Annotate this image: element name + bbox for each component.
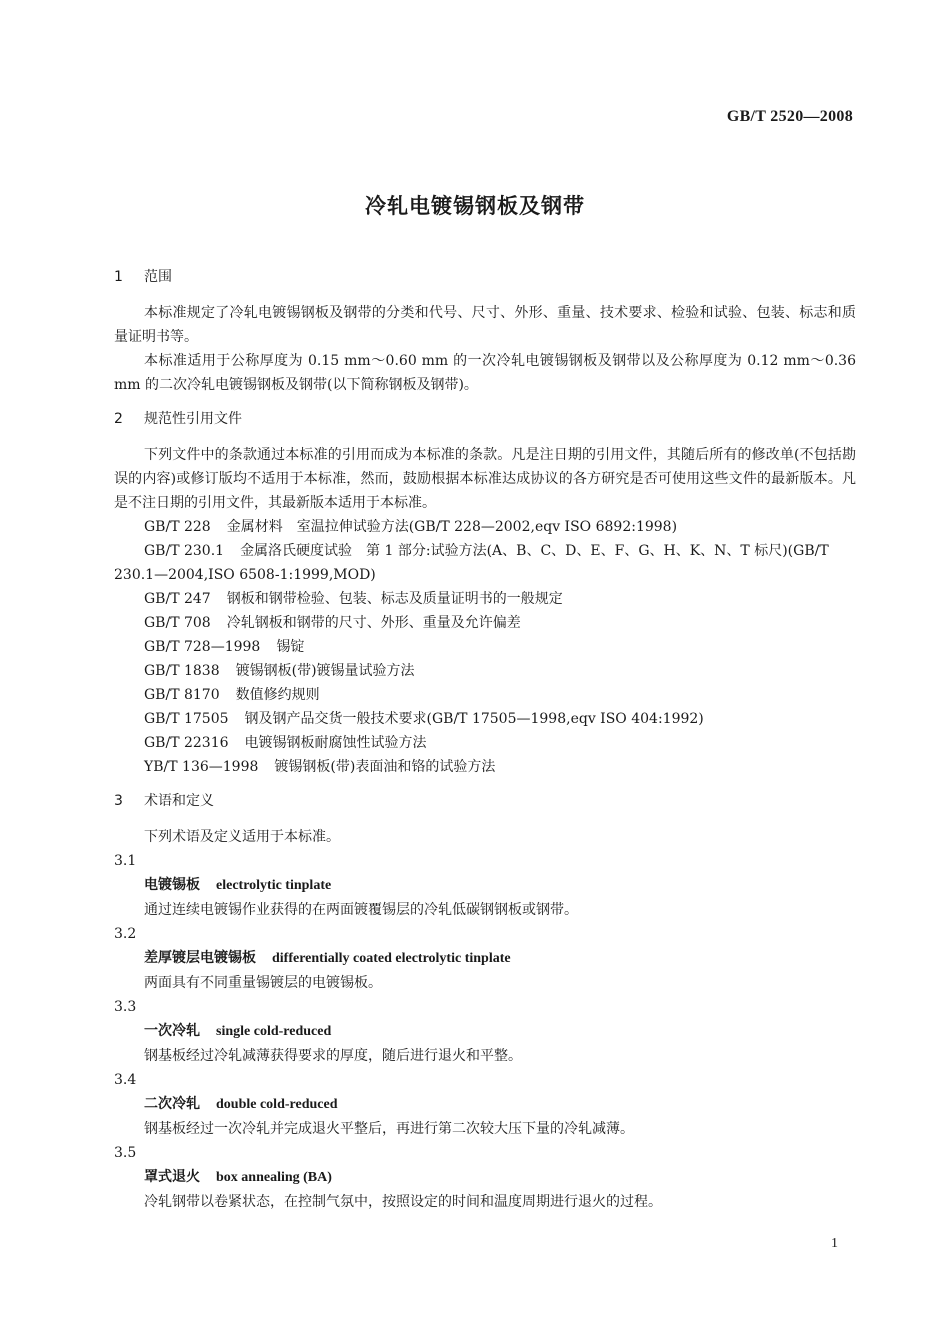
reference-code: GB/T 228 [144, 519, 211, 535]
reference-item [114, 731, 856, 755]
reference-title: 电镀锡钢板耐腐蚀性试验方法 [244, 735, 427, 751]
term-title [114, 1019, 856, 1044]
term-definition: 两面具有不同重量锡镀层的电镀锡板。 [144, 975, 382, 991]
section-heading-terms-definitions [114, 789, 856, 813]
term-title [114, 1165, 856, 1190]
reference-title: 冷轧钢板和钢带的尺寸、外形、重量及允许偏差 [226, 615, 521, 631]
reference-item [114, 635, 856, 659]
term-chinese: 差厚镀层电镀锡板 [144, 950, 256, 966]
reference-item [114, 611, 856, 635]
reference-code: GB/T 230.1 [144, 543, 225, 559]
reference-item [114, 587, 856, 611]
term-number: 3.5 [114, 1145, 137, 1161]
section-number: 1 [114, 269, 123, 285]
reference-item [114, 539, 856, 587]
term-title [114, 873, 856, 898]
reference-item [114, 707, 856, 731]
document-title: 冷轧电镀锡钢板及钢带 [365, 194, 585, 218]
term-number: 3.2 [114, 926, 137, 942]
paragraph: 本标准规定了冷轧电镀锡钢板及钢带的分类和代号、尺寸、外形、重量、技术要求、检验和试验、包装、标志和质量证明书等。 [114, 305, 856, 345]
reference-title: 数值修约规则 [235, 687, 320, 703]
term-chinese: 一次冷轧 [144, 1023, 200, 1039]
reference-code: GB/T 1838 [144, 663, 220, 679]
section-heading-scope [114, 265, 856, 289]
reference-title: 金属材料 室温拉伸试验方法(GB/T 228—2002,eqv ISO 6892:1998) [226, 519, 678, 535]
term-english: double cold-reduced [216, 1097, 338, 1112]
section-number: 2 [114, 411, 123, 427]
term-english: electrolytic tinplate [216, 878, 332, 893]
reference-code: GB/T 247 [144, 591, 211, 607]
reference-item [114, 683, 856, 707]
term-english: single cold-reduced [216, 1024, 332, 1039]
reference-code: GB/T 708 [144, 615, 211, 631]
reference-item [114, 755, 856, 779]
term-title [114, 1092, 856, 1117]
term-number: 3.1 [114, 853, 137, 869]
reference-item [114, 515, 856, 539]
term-english: box annealing (BA) [216, 1170, 332, 1185]
term-number: 3.4 [114, 1072, 137, 1088]
section-title: 规范性引用文件 [144, 411, 242, 427]
term-definition: 钢基板经过冷轧减薄获得要求的厚度，随后进行退火和平整。 [144, 1048, 522, 1064]
document-body [114, 265, 856, 1214]
term-chinese: 电镀锡板 [144, 877, 200, 893]
section-heading-normative-references [114, 407, 856, 431]
term-chinese: 罩式退火 [144, 1169, 200, 1185]
section-title: 术语和定义 [144, 793, 214, 809]
term-title [114, 946, 856, 971]
paragraph: 下列文件中的条款通过本标准的引用而成为本标准的条款。凡是注日期的引用文件，其随后所有的修改单(不包括勘误的内容)或修订版均不适用于本标准，然而，鼓励根据本标准达成协议的各方研究是否可使用这些文件的最新版本。凡是不注日期的引用文件，其最新版本适用于本标准。 [114, 447, 856, 511]
reference-title: 镀锡钢板(带)镀锡量试验方法 [235, 663, 415, 679]
section-title: 范围 [144, 269, 172, 285]
reference-code: GB/T 22316 [144, 735, 229, 751]
reference-item [114, 659, 856, 683]
term-english: differentially coated electrolytic tinplate [272, 951, 511, 966]
reference-code: GB/T 17505 [144, 711, 229, 727]
reference-code: GB/T 728—1998 [144, 639, 261, 655]
page-number: 1 [831, 1236, 838, 1251]
term-definition: 冷轧钢带以卷紧状态，在控制气氛中，按照设定的时间和温度周期进行退火的过程。 [144, 1194, 662, 1210]
term-chinese: 二次冷轧 [144, 1096, 200, 1112]
term-definition: 通过连续电镀锡作业获得的在两面镀覆锡层的冷轧低碳钢钢板或钢带。 [144, 902, 578, 918]
reference-title: 钢及钢产品交货一般技术要求(GB/T 17505—1998,eqv ISO 404:1992) [244, 711, 704, 727]
paragraph: 下列术语及定义适用于本标准。 [144, 829, 340, 845]
reference-title: 锡锭 [276, 639, 305, 655]
reference-title: 金属洛氏硬度试验 第 1 部分:试验方法(A、B、C、D、E、F、G、H、K、N、T 标尺)(GB/T 230.1—2004,ISO 6508-1:1999,MOD) [114, 543, 829, 583]
reference-code: YB/T 136—1998 [144, 759, 259, 775]
term-number: 3.3 [114, 999, 137, 1015]
standard-code: GB/T 2520—2008 [726, 108, 853, 125]
reference-title: 钢板和钢带检验、包装、标志及质量证明书的一般规定 [226, 591, 563, 607]
section-number: 3 [114, 793, 123, 809]
term-definition: 钢基板经过一次冷轧并完成退火平整后，再进行第二次较大压下量的冷轧减薄。 [144, 1121, 634, 1137]
paragraph: 本标准适用于公称厚度为 0.15 mm～0.60 mm 的一次冷轧电镀锡钢板及钢带以及公称厚度为 0.12 mm～0.36 mm 的二次冷轧电镀锡钢板及钢带(以下简称钢板及钢带)。 [114, 353, 856, 393]
reference-code: GB/T 8170 [144, 687, 220, 703]
reference-title: 镀锡钢板(带)表面油和铬的试验方法 [274, 759, 496, 775]
